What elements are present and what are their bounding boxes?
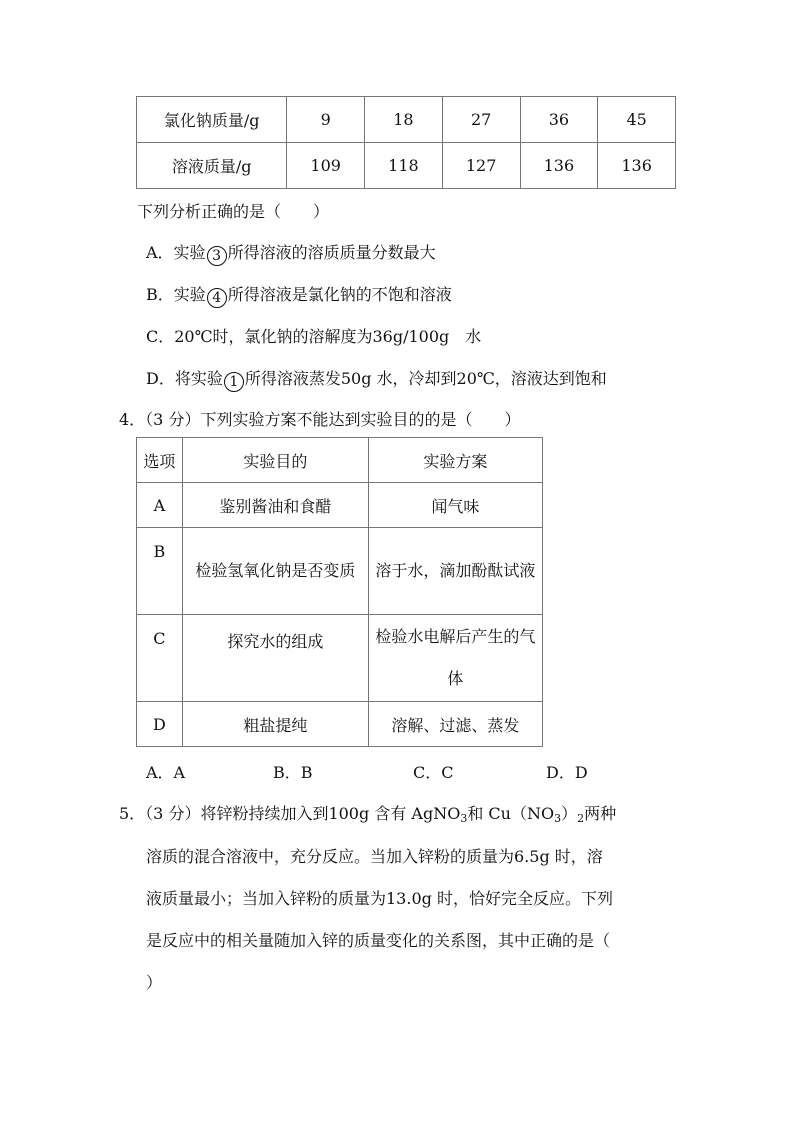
option-text: B．实验 [146,285,206,304]
table-row [137,97,676,143]
table-cell: 136 [520,143,598,189]
option-cell: C [137,615,183,702]
circled-number: 1 [224,372,244,392]
q3-stem: 下列分析正确的是（ ） [137,202,330,221]
table-cell: 127 [442,143,520,189]
q5-line-2: 溶质的混合溶液中，充分反应。当加入锌粉的质量为6.5g 时，溶 [146,847,603,866]
q4-stem: 4．（3 分）下列实验方案不能达到实验目的的是（ ） [119,410,521,429]
q4-table [136,437,543,747]
table-cell: 45 [598,97,676,143]
q5-line-1 [119,801,616,825]
option-text: D．将实验 [146,369,223,388]
plan-cell: 溶于水，滴加酚酞试液 [368,528,542,615]
text-run: 两种 [584,804,617,823]
option-text: 所得溶液的溶质质量分数最大 [227,243,436,262]
q3-option-b [146,282,452,308]
subscript: 2 [577,812,585,825]
q5-line-5: ） [146,973,163,992]
plan-cell: 闻气味 [368,483,542,528]
q5-line-3: 液质量最小；当加入锌粉的质量为13.0g 时，恰好完全反应。下列 [146,889,613,908]
table-cell: 27 [442,97,520,143]
nacl-table [136,96,676,189]
goal-cell: 检验氢氧化钠是否变质 [182,528,368,615]
goal-cell: 探究水的组成 [182,615,368,702]
q4-choice-d: D．D [546,763,588,782]
option-text: A．实验 [146,243,206,262]
table-cell: 136 [598,143,676,189]
text-run: 5．（3 分）将锌粉持续加入到100g 含有 AgNO [119,804,461,823]
option-text: 所得溶液是氯化钠的不饱和溶液 [227,285,452,304]
row-label: 溶液质量/g [137,143,287,189]
option-cell: D [137,702,183,747]
table-cell: 118 [365,143,443,189]
row-label: 氯化钠质量/g [137,97,287,143]
q3-option-a [146,240,436,266]
table-row [137,483,543,528]
table-cell: 36 [520,97,598,143]
circled-number: 3 [207,246,227,266]
plan-cell: 检验水电解后产生的气体 [368,615,542,702]
subscript: 3 [554,812,562,825]
q4-choice-b: B．B [273,763,313,782]
header-cell: 实验方案 [368,438,542,483]
subscript: 3 [460,812,468,825]
table-row [137,528,543,615]
option-text: 所得溶液蒸发50g 水，冷却到20℃，溶液达到饱和 [244,369,607,388]
q3-option-c: C．20℃时，氯化钠的溶解度为36g/100g 水 [146,327,482,346]
option-cell: B [137,528,183,615]
goal-cell: 粗盐提纯 [182,702,368,747]
table-cell: 9 [287,97,365,143]
q4-choice-a: A．A [146,763,186,782]
table-row [137,702,543,747]
option-cell: A [137,483,183,528]
circled-number: 4 [207,288,227,308]
table-row [137,615,543,702]
table-cell: 109 [287,143,365,189]
header-cell: 实验目的 [182,438,368,483]
q4-choice-c: C．C [413,763,454,782]
header-cell: 选项 [137,438,183,483]
table-cell: 18 [365,97,443,143]
table-row [137,143,676,189]
goal-cell: 鉴别酱油和食醋 [182,483,368,528]
text-run: 和 Cu（NO [467,804,555,823]
q5-line-4: 是反应中的相关量随加入锌的质量变化的关系图，其中正确的是（ [146,931,611,950]
q3-option-d [146,366,607,392]
table-header-row [137,438,543,483]
text-run: ） [561,804,578,823]
plan-cell: 溶解、过滤、蒸发 [368,702,542,747]
